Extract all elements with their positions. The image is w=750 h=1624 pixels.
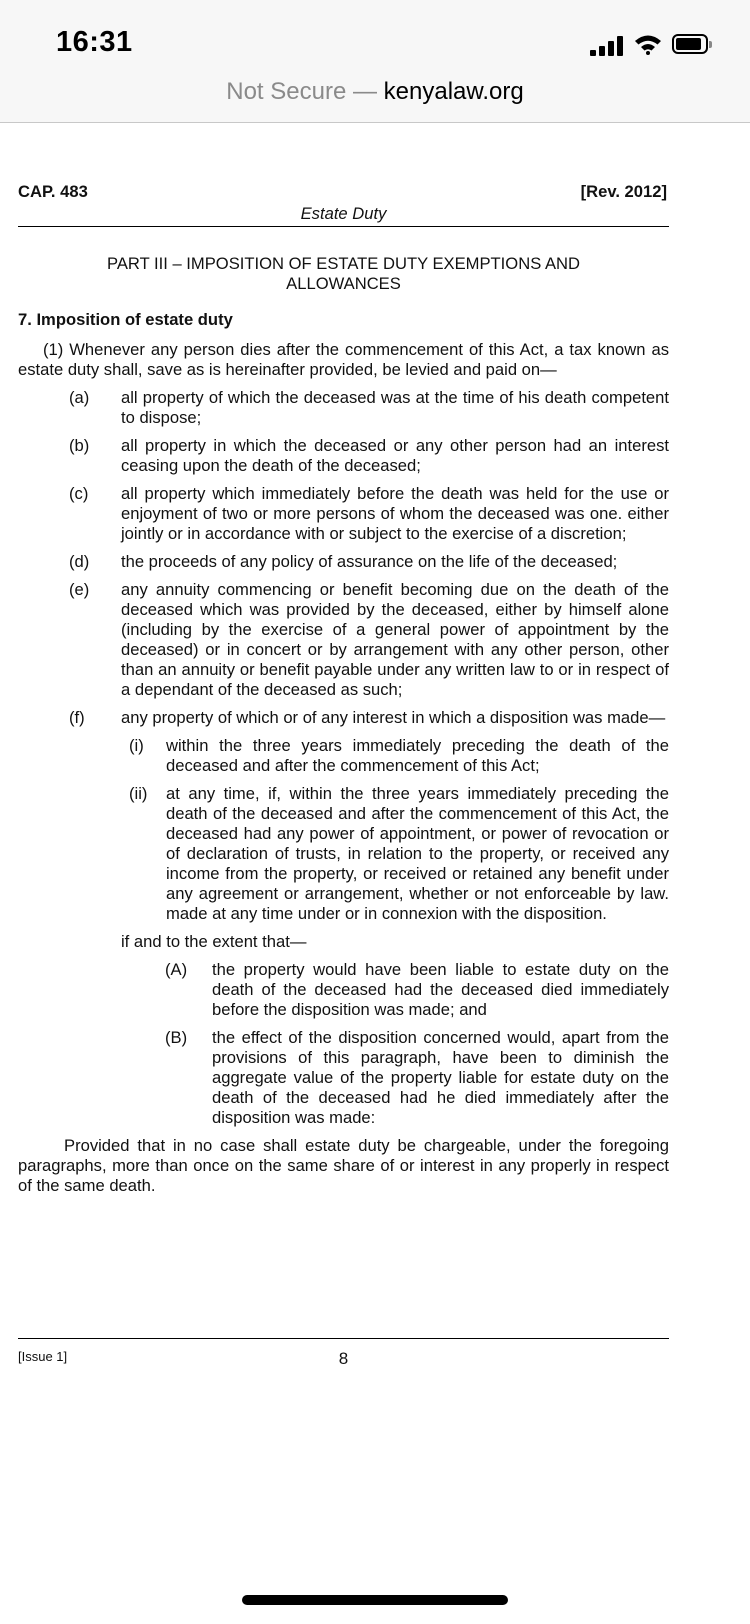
document-page	[18, 180, 669, 1196]
sub-item-label: (ii)	[129, 784, 148, 803]
home-indicator[interactable]	[242, 1595, 508, 1605]
sub-item-text: within the three years immediately preceding the death of the deceased and after the commencement of this Act;	[166, 736, 669, 775]
item-label: (c)	[69, 484, 89, 503]
item-text: all property in which the deceased or any other person had an interest ceasing upon the death of the deceased;	[121, 436, 669, 475]
item-label: (d)	[69, 552, 90, 571]
condition-label: (A)	[165, 960, 188, 979]
condition-text: the property would have been liable to estate duty on the death of the deceased had the deceased died immediately before the disposition was made; and	[212, 960, 669, 1019]
status-bar	[0, 0, 750, 123]
condition-text: the effect of the disposition concerned would, apart from the provisions of this paragraph, have been to diminish the aggregate value of the property liable for estate duty on the death of the deceased had he died immediately after the disposition was made:	[212, 1028, 669, 1127]
cap-number: CAP. 483	[18, 182, 88, 201]
item-text: all property of which the deceased was at the time of his death competent to dispose;	[121, 388, 669, 427]
intro-paragraph: (1) Whenever any person dies after the commencement of this Act, a tax known as estate duty shall, save as is hereinafter provided, be levied and paid on—	[18, 340, 669, 379]
list-item	[18, 484, 669, 544]
section-heading: 7. Imposition of estate duty	[18, 310, 233, 329]
not-secure-label: Not Secure	[226, 78, 347, 105]
sub-list-item	[18, 736, 669, 776]
part-heading: PART III – IMPOSITION OF ESTATE DUTY EXEMPTIONS AND ALLOWANCES	[106, 254, 580, 293]
sub-item-label: (i)	[129, 736, 144, 755]
item-text: all property which immediately before the death was held for the use or enjoyment of two or more persons of whom the deceased was one. either jointly or in accordance with or subject to the exercise of a discretion;	[121, 484, 669, 543]
item-text: any property of which or of any interest in which a disposition was made—	[121, 708, 666, 727]
item-label: (e)	[69, 580, 90, 599]
list-item	[18, 580, 669, 700]
list-item	[18, 552, 669, 572]
item-text: any annuity commencing or benefit becoming due on the death of the deceased which was provided by the deceased, either by himself alone (including by the exercise of a general power of appointment by the deceased) or in concert or by arrangement with any other person, other than an annuity or benefit payable under any written law to or in respect of a dependant of the deceased as such;	[121, 580, 669, 699]
condition-intro: if and to the extent that—	[121, 932, 307, 951]
condition-item	[18, 1028, 669, 1128]
condition-item	[18, 960, 669, 1020]
wifi-icon	[634, 33, 662, 55]
address-separator: —	[352, 78, 377, 105]
proviso-paragraph: Provided that in no case shall estate duty be chargeable, under the foregoing paragraphs, more than once on the same share of or interest in any properly in respect of the same death.	[18, 1136, 669, 1195]
list-item	[18, 388, 669, 428]
sub-list-item	[18, 784, 669, 924]
revision-label: [Rev. 2012]	[580, 182, 667, 201]
page-footer	[18, 1338, 669, 1379]
clock-time: 16:31	[56, 26, 133, 58]
item-label: (f)	[69, 708, 85, 727]
address-bar[interactable]	[0, 78, 750, 106]
battery-icon	[672, 34, 708, 54]
site-domain: kenyalaw.org	[383, 78, 524, 105]
document-title: Estate Duty	[300, 204, 387, 223]
list-item	[18, 436, 669, 476]
item-label: (b)	[69, 436, 90, 455]
list-item	[18, 708, 669, 728]
sub-item-text: at any time, if, within the three years immediately preceding the death of the deceased and after the commencement of this Act, the deceased had any power of appointment, or power of revocation or of declaration of trusts, in relation to the property, or received any income from the property, or received or retained any benefit under any agreement or arrangement, whether or not enforceable by law. made at any time under or in connexion with the disposition.	[166, 784, 669, 923]
condition-label: (B)	[165, 1028, 188, 1047]
issue-label: [Issue 1]	[18, 1349, 68, 1364]
page-number: 8	[338, 1349, 349, 1368]
cellular-signal-icon	[590, 36, 626, 56]
item-label: (a)	[69, 388, 90, 407]
item-text: the proceeds of any policy of assurance on the life of the deceased;	[121, 552, 618, 571]
page-header	[18, 180, 669, 227]
